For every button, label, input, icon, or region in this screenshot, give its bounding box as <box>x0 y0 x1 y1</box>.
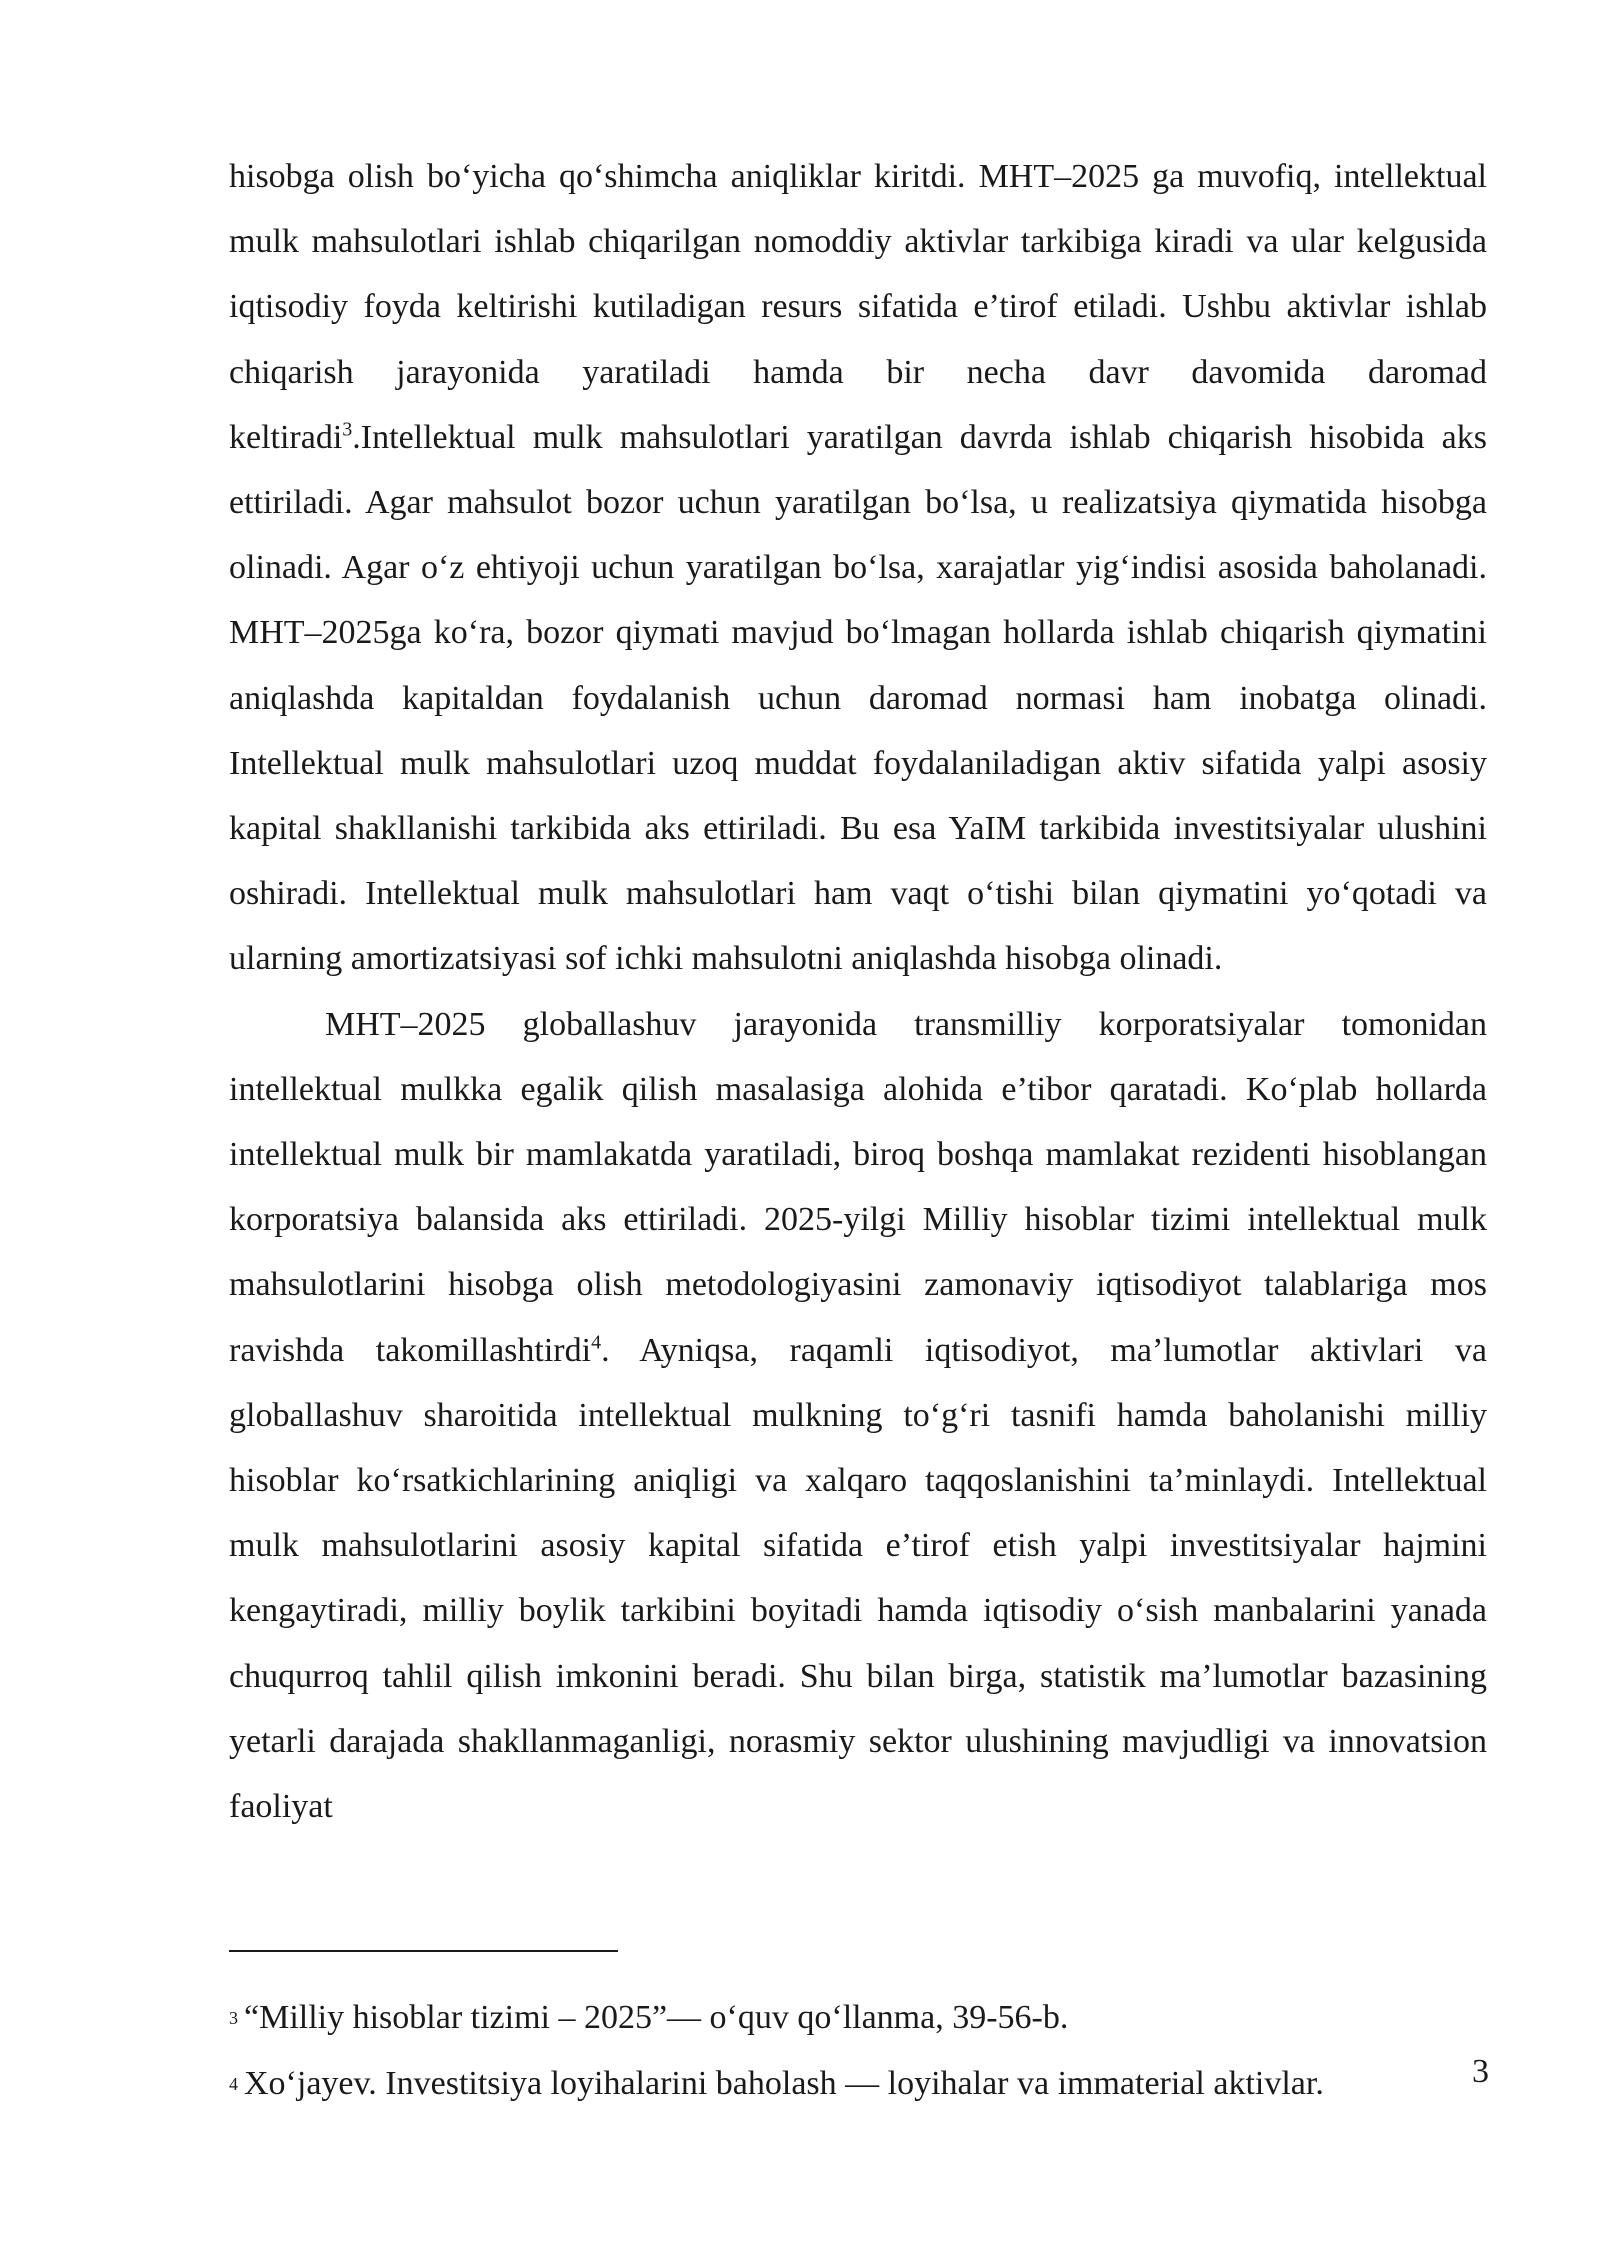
paragraph-text: .Intellektual mulk mahsulotlari yaratilgan davrda ishlab chiqarish hisobida aks ettiriladi. Agar mahsulot bozor uchun yaratilgan bo‘lsa, u realizatsiya qiymatida hisobga olinadi. Agar o‘z ehtiyoji uchun yaratilgan bo‘lsa, xarajatlar yig‘indisi asosida baholanadi. MHT–2025ga ko‘ra, bozor qiymati mavjud bo‘lmagan hollarda ishlab chiqarish qiymatini aniqlashda kapitaldan foydalanish uchun daromad normasi ham inobatga olinadi. Intellektual mulk mahsulotlari uzoq muddat foydalaniladigan aktiv sifatida yalpi asosiy kapital shakllanishi tarkibida aks ettiriladi. Bu esa YaIM tarkibida investitsiyalar ulushini oshiradi. Intellektual mulk mahsulotlari ham vaqt o‘tishi bilan qiymatini yo‘qotadi va ularning amortizatsiyasi sof ichki mahsulotni aniqlashda hisobga olinadi. <box>229 418 1487 978</box>
footnote-number: 4 <box>229 2074 238 2094</box>
body-text <box>229 144 1487 1839</box>
footnote-reference[interactable]: 3 <box>342 418 353 441</box>
footnote-text: “Milliy hisoblar tizimi – 2025”— o‘quv qo‘llanma, 39-56-b. <box>244 1999 1069 2036</box>
paragraph-text: . Ayniqsa, raqamli iqtisodiyot, ma’lumotlar aktivlari va globallashuv sharoitida intellektual mulkning to‘g‘ri tasnifi hamda baholanishi milliy hisoblar ko‘rsatkichlarining aniqligi va xalqaro taqqoslanishini ta’minlaydi. Intellektual mulk mahsulotlarini asosiy kapital sifatida e’tirof etish yalpi investitsiyalar hajmini kengaytiradi, milliy boylik tarkibini boyitadi hamda iqtisodiy o‘sish manbalarini yanada chuqurroq tahlil qilish imkonini beradi. Shu bilan birga, statistik ma’lumotlar bazasining yetarli darajada shakllanmaganligi, norasmiy sektor ulushining mavjudligi va innovatsion faoliyat <box>229 1331 1487 1826</box>
footnote-separator <box>229 1950 618 1952</box>
paragraph-text: MHT–2025 globallashuv jarayonida transmilliy korporatsiyalar tomonidan intellektual mulkka egalik qilish masalasiga alohida e’tibor qaratadi. Ko‘plab hollarda intellektual mulk bir mamlakatda yaratiladi, biroq boshqa mamlakat rezidenti hisoblangan korporatsiya balansida aks ettiriladi. 2025-yilgi Milliy hisoblar tizimi intellektual mulk mahsulotlarini hisobga olish metodologiyasini zamonaviy iqtisodiyot talablariga mos ravishda takomillashtirdi <box>229 1005 1487 1369</box>
footnote-number: 3 <box>229 2008 238 2028</box>
footnote <box>229 2051 1487 2117</box>
paragraph-text: hisobga olish bo‘yicha qo‘shimcha aniqliklar kiritdi. MHT–2025 ga muvofiq, intellektual mulk mahsulotlari ishlab chiqarilgan nomoddiy aktivlar tarkibiga kiradi va ular kelgusida iqtisodiy foyda keltirishi kutiladigan resurs sifatida e’tirof etiladi. Ushbu aktivlar ishlab chiqarish jarayonida yaratiladi hamda bir necha davr davomida daromad keltiradi <box>229 158 1487 456</box>
body-paragraph <box>229 992 1487 1840</box>
page-number: 3 <box>1472 2053 1489 2090</box>
footnote-reference[interactable]: 4 <box>591 1331 602 1354</box>
body-paragraph <box>229 144 1487 992</box>
footnote <box>229 1985 1487 2051</box>
footnote-text: Xo‘jayev. Investitsiya loyihalarini baholash — loyihalar va immaterial aktivlar. <box>244 2065 1324 2102</box>
footnotes <box>229 1985 1487 2117</box>
